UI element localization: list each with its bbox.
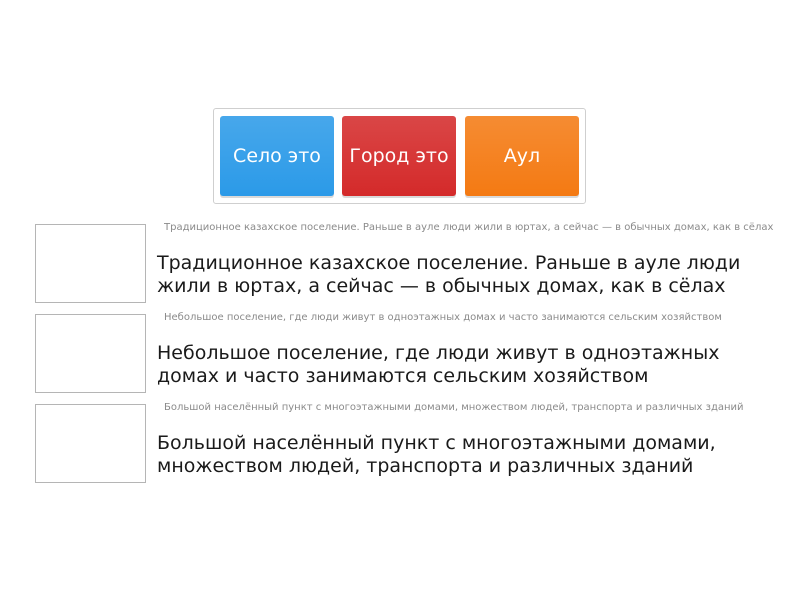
answer-tile-selo[interactable]: Село это bbox=[220, 116, 334, 196]
drop-zone[interactable] bbox=[35, 404, 146, 483]
drop-zone[interactable] bbox=[35, 314, 146, 393]
row-hint-text: Небольшое поселение, где люди живут в одноэтажных домах и часто занимаются сельским хозяйством bbox=[164, 312, 722, 323]
match-row bbox=[0, 310, 800, 396]
row-hint-text: Большой населённый пункт с многоэтажными домами, множеством людей, транспорта и различных зданий bbox=[164, 402, 744, 413]
answer-tile-gorod[interactable]: Город это bbox=[342, 116, 456, 196]
match-row bbox=[0, 400, 800, 486]
row-description: Небольшое поселение, где люди живут в одноэтажных домах и часто занимаются сельским хозяйством bbox=[157, 342, 720, 387]
drop-zone[interactable] bbox=[35, 224, 146, 303]
row-hint-text: Традиционное казахское поселение. Раньше в ауле люди жили в юртах, а сейчас — в обычных домах, как в сёлах bbox=[164, 222, 774, 233]
match-row bbox=[0, 220, 800, 306]
answer-tile-aul[interactable]: Аул bbox=[465, 116, 579, 196]
row-description: Традиционное казахское поселение. Раньше в ауле люди жили в юртах, а сейчас — в обычных домах, как в сёлах bbox=[157, 252, 741, 297]
row-description: Большой населённый пункт с многоэтажными домами, множеством людей, транспорта и различных зданий bbox=[157, 432, 716, 477]
answer-tile-tray bbox=[213, 108, 586, 204]
